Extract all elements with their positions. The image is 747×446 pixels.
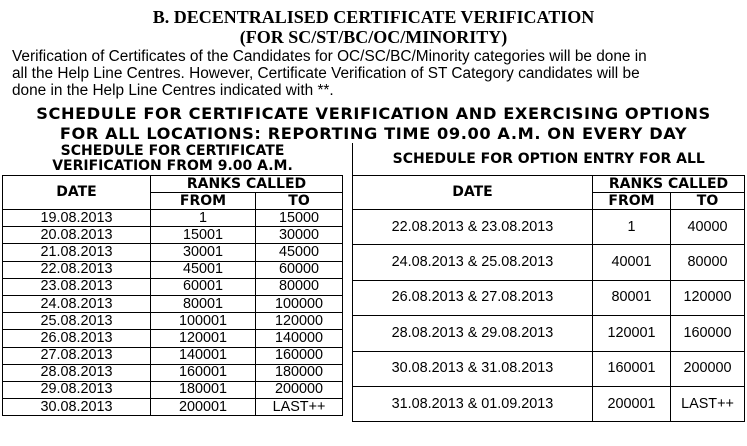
table-row (3, 347, 343, 364)
paragraph-line: done in the Help Line Centres indicated with **. (12, 82, 334, 99)
cell-from: 100001 (151, 313, 256, 330)
option-entry-schedule-table (352, 143, 745, 422)
cell-to: 100000 (256, 295, 343, 312)
column-header-ranks-called: RANKS CALLED (593, 176, 745, 193)
cell-from: 160001 (151, 364, 256, 381)
cell-date: 27.08.2013 (3, 347, 151, 364)
cell-to: 45000 (256, 244, 343, 261)
cell-from: 60001 (151, 278, 256, 295)
cell-date: 26.08.2013 & 27.08.2013 (353, 280, 593, 315)
cell-from: 180001 (151, 381, 256, 398)
verification-table-title (3, 143, 343, 176)
cell-date: 25.08.2013 (3, 313, 151, 330)
table-row (3, 295, 343, 312)
cell-from: 80001 (151, 295, 256, 312)
table-row (353, 280, 745, 315)
cell-to: 120000 (671, 280, 745, 315)
option-table-body (353, 210, 745, 422)
cell-to: 200000 (256, 381, 343, 398)
cell-from: 1 (593, 210, 671, 245)
instructions-paragraph (12, 48, 742, 99)
table-row (3, 278, 343, 295)
cell-from: 140001 (151, 347, 256, 364)
cell-date: 20.08.2013 (3, 227, 151, 244)
table-row (3, 313, 343, 330)
cell-to: 120000 (256, 313, 343, 330)
cell-from: 40001 (593, 245, 671, 280)
paragraph-line: Verification of Certificates of the Candidates for OC/SC/BC/Minority categories will be done in (12, 48, 647, 65)
cell-from: 200001 (593, 386, 671, 421)
schedule-heading-line2: FOR ALL LOCATIONS: REPORTING TIME 09.00 A.M. ON EVERY DAY (59, 124, 688, 143)
cell-from: 160001 (593, 351, 671, 386)
cell-date: 23.08.2013 (3, 278, 151, 295)
cell-date: 22.08.2013 (3, 261, 151, 278)
cell-from: 80001 (593, 280, 671, 315)
column-header-from: FROM (151, 193, 256, 210)
cell-to: 160000 (256, 347, 343, 364)
section-subtitle: (FOR SC/ST/BC/OC/MINORITY) (239, 27, 508, 47)
page-bottom-edge (0, 442, 747, 446)
cell-to: 200000 (671, 351, 745, 386)
verification-title-line2: VERIFICATION FROM 9.00 A.M. (52, 158, 293, 174)
table-row (3, 210, 343, 227)
column-header-from: FROM (593, 193, 671, 210)
table-row (3, 330, 343, 347)
column-header-ranks-called: RANKS CALLED (151, 176, 343, 193)
cell-to: 30000 (256, 227, 343, 244)
table-row (3, 399, 343, 416)
table-row (353, 245, 745, 280)
cell-from: 120001 (151, 330, 256, 347)
cell-to: 15000 (256, 210, 343, 227)
cell-date: 24.08.2013 (3, 295, 151, 312)
cell-date: 22.08.2013 & 23.08.2013 (353, 210, 593, 245)
table-row (353, 386, 745, 421)
cell-to: 140000 (256, 330, 343, 347)
table-row (3, 364, 343, 381)
cell-to: LAST++ (671, 386, 745, 421)
paragraph-line: all the Help Line Centres. However, Certificate Verification of ST Category candidates will be (12, 65, 640, 82)
column-header-to: TO (256, 193, 343, 210)
cell-from: 120001 (593, 316, 671, 351)
table-row (3, 227, 343, 244)
cell-to: 160000 (671, 316, 745, 351)
verification-table-body (3, 210, 343, 416)
cell-date: 29.08.2013 (3, 381, 151, 398)
column-header-date: DATE (3, 176, 151, 210)
cell-to: 60000 (256, 261, 343, 278)
cell-to: 80000 (671, 245, 745, 280)
cell-date: 30.08.2013 (3, 399, 151, 416)
cell-date: 24.08.2013 & 25.08.2013 (353, 245, 593, 280)
table-row (353, 210, 745, 245)
cell-date: 19.08.2013 (3, 210, 151, 227)
column-header-to: TO (671, 193, 745, 210)
cell-from: 45001 (151, 261, 256, 278)
verification-title-line1: SCHEDULE FOR CERTIFICATE (60, 143, 285, 159)
section-title: B. DECENTRALISED CERTIFICATE VERIFICATION (152, 7, 595, 27)
table-row (3, 244, 343, 261)
column-header-date: DATE (353, 176, 593, 210)
cell-to: LAST++ (256, 399, 343, 416)
cell-from: 30001 (151, 244, 256, 261)
cell-from: 200001 (151, 399, 256, 416)
cell-to: 40000 (671, 210, 745, 245)
cell-date: 31.08.2013 & 01.09.2013 (353, 386, 593, 421)
cell-date: 30.08.2013 & 31.08.2013 (353, 351, 593, 386)
cell-from: 15001 (151, 227, 256, 244)
cell-to: 180000 (256, 364, 343, 381)
table-row (3, 261, 343, 278)
cell-date: 21.08.2013 (3, 244, 151, 261)
cell-date: 28.08.2013 (3, 364, 151, 381)
cell-date: 26.08.2013 (3, 330, 151, 347)
verification-schedule-table (2, 143, 343, 416)
table-row (353, 351, 745, 386)
cell-to: 80000 (256, 278, 343, 295)
option-table-title: SCHEDULE FOR OPTION ENTRY FOR ALL (353, 143, 745, 176)
table-row (353, 316, 745, 351)
cell-date: 28.08.2013 & 29.08.2013 (353, 316, 593, 351)
schedule-heading: SCHEDULE FOR CERTIFICATE VERIFICATION AND EXERCISING OPTIONS (36, 104, 711, 123)
table-row (3, 381, 343, 398)
cell-from: 1 (151, 210, 256, 227)
